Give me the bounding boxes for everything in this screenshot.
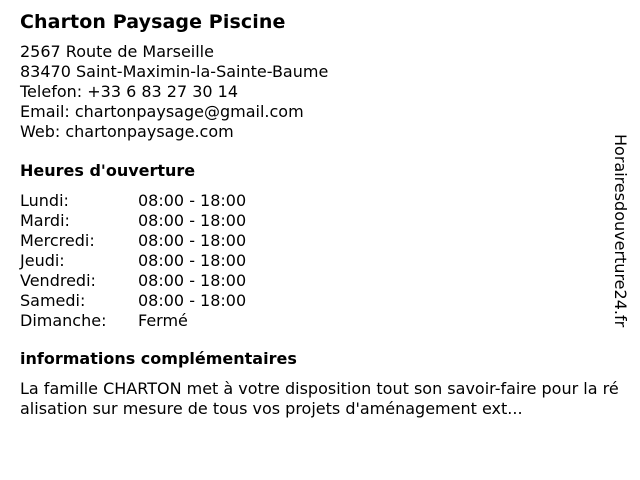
info-heading: informations complémentaires [20,349,297,368]
hours-row [20,211,624,231]
hours-day: Vendredi: [20,271,96,290]
phone-number: Telefon: +33 6 83 27 30 14 [20,82,239,101]
hours-day: Jeudi: [20,251,65,270]
hours-heading: Heures d'ouverture [20,161,196,180]
hours-row [20,231,624,251]
site-watermark: Horairesdouverture24.fr [611,134,630,328]
hours-time: 08:00 - 18:00 [138,231,247,250]
hours-time: 08:00 - 18:00 [138,211,247,230]
hours-row [20,191,624,211]
contact-block [20,42,624,142]
hours-day: Dimanche: [20,311,107,330]
hours-time: 08:00 - 18:00 [138,271,247,290]
hours-time: 08:00 - 18:00 [138,191,247,210]
hours-day: Samedi: [20,291,86,310]
hours-row [20,291,624,311]
hours-time: Fermé [138,311,188,330]
city-address: 83470 Saint-Maximin-la-Sainte-Baume [20,62,329,81]
business-name: Charton Paysage Piscine [20,11,286,33]
hours-row [20,311,624,331]
website: Web: chartonpaysage.com [20,122,234,141]
hours-day: Mardi: [20,211,70,230]
hours-day: Lundi: [20,191,69,210]
opening-hours-table [20,191,624,331]
email-address: Email: chartonpaysage@gmail.com [20,102,304,121]
hours-time: 08:00 - 18:00 [138,251,247,270]
hours-time: 08:00 - 18:00 [138,291,247,310]
hours-row [20,251,624,271]
hours-day: Mercredi: [20,231,95,250]
hours-row [20,271,624,291]
info-description: La famille CHARTON met à votre disposition tout son savoir-faire pour la réalisation sur mesure de tous vos projets d'aménagement ext... [20,379,619,418]
street-address: 2567 Route de Marseille [20,42,214,61]
business-card [20,10,624,419]
